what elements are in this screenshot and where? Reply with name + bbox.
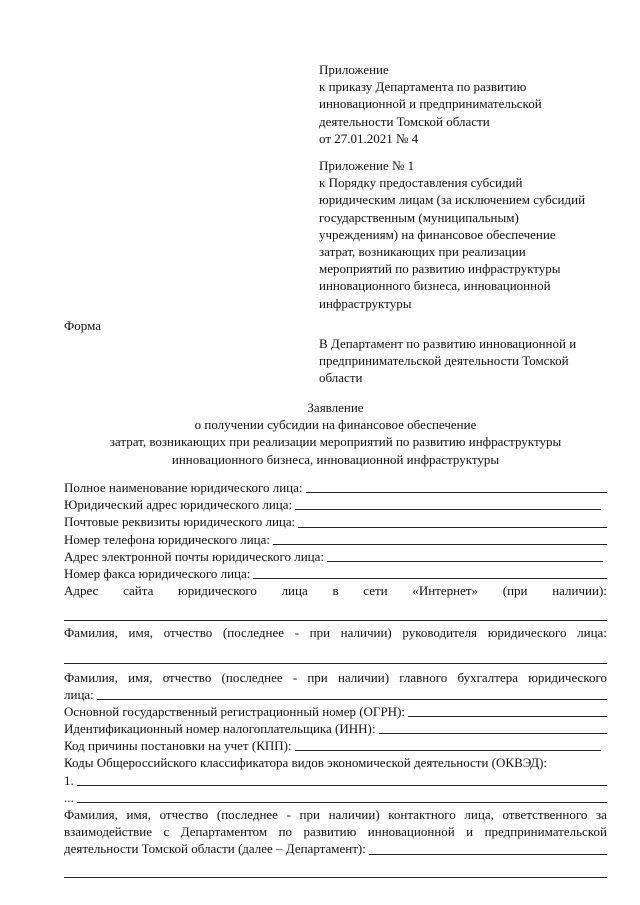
field-inn [64,720,607,737]
field-okved-more [64,789,607,806]
heading-title: Заявление [307,400,364,415]
kpp-blank[interactable] [295,738,601,751]
field-contact-label [64,806,607,823]
word: (последнее [222,625,284,641]
field-label: Полное наименование юридического лица: [64,480,303,495]
field-label: Основной государственный регистрационный номер (ОГРН): [64,703,406,719]
appendix1-line: инфраструктуры [319,295,412,311]
field-accountant-label [64,669,607,686]
word: сети [363,583,388,599]
field-contact-cont [64,840,607,857]
head-blank[interactable] [64,642,607,664]
postal-blank[interactable] [298,515,607,528]
appendix1-line: затрат, возникающих при реализации [319,244,526,260]
appendix-line: деятельности Томской области [319,113,490,129]
appendix-line: инновационной и предпринимательской [319,96,542,112]
word: наличии): [552,583,607,599]
field-postal [64,513,607,530]
addressee-line: В Департамент по развитию инновационной и [319,336,577,351]
appendix-line: к приказу Департамента по развитию [319,79,527,95]
field-label: Юридический адрес юридического лица: [64,497,293,513]
field-fax [64,565,607,582]
field-label: Почтовые реквизиты юридического лица: [64,514,296,530]
addressee-line: области [319,370,363,386]
appendix-order-block [319,61,542,147]
heading-line: о получении субсидии на финансовое обеспечение [194,417,477,433]
field-label: деятельности Томской области (далее – Департамент): [64,841,366,857]
field-okved-label: Коды Общероссийского классификатора видов экономической деятельности (ОКВЭД): [64,755,548,771]
word: сайта [123,583,154,599]
word: - [292,669,298,685]
email-blank[interactable] [327,549,603,562]
word: (последнее [216,807,278,822]
word: предпринимательской [484,824,607,840]
okved-more-blank[interactable] [77,790,607,803]
word: при [309,625,331,641]
appendix1-line: государственным (муниципальным) [319,209,519,225]
heading-line: затрат, возникающих при реализации мероприятий по развитию инфраструктуры [109,434,562,450]
word: имя, [126,807,151,822]
word: контактного [388,807,456,822]
appendix-line: от 27.01.2021 № 4 [319,130,419,146]
okved-item-number: 1. [64,772,74,788]
word: развитию [303,824,357,840]
field-label: Номер факса юридического лица: [64,565,251,581]
word: Департаментом [180,824,268,840]
form-label: Форма [64,318,101,333]
word: «Интернет» [412,583,479,599]
website-blank[interactable] [64,599,607,621]
appendix1-line: юридическим лицам (за исключением субсидий [319,192,586,208]
field-email [64,548,607,565]
word: наличии) [328,807,380,822]
word: лица, [464,807,494,822]
word: по [278,824,293,840]
appendix1-line: Приложение № 1 [319,158,415,173]
okved-more-marker: ... [64,789,74,805]
word: руководителя [402,625,478,641]
field-accountant-cont [64,686,607,703]
appendix1-line: к Порядку предоставления субсидий [319,175,523,191]
appendix1-line: мероприятий по развитию инфраструктуры [319,261,561,277]
word: юридического [528,669,607,685]
word: (последнее [221,669,283,685]
word: юридического [178,583,257,599]
contact-blank[interactable] [369,842,607,855]
word: с [163,824,170,840]
word: Фамилия, [64,807,118,822]
word: при [307,669,328,685]
word: и [466,824,474,840]
word: инновационной [367,824,455,840]
field-legal-address [64,496,607,513]
field-contact-label-2 [64,823,607,840]
field-ogrn [64,703,607,720]
inn-blank[interactable] [379,721,608,734]
appendix-procedure-block [319,157,585,312]
field-label: Номер телефона юридического лица: [64,531,270,547]
field-label: лица: [64,686,94,702]
word: - [286,807,291,822]
field-label: Идентификационный номер налогоплательщика (ИНН): [64,721,376,737]
addressee-line: предпринимательской деятельности Томской [319,353,569,369]
word: наличии) [340,625,392,641]
word: имя, [128,625,153,641]
field-label: Адрес электронной почты юридического лица: [64,548,324,564]
appendix-line: Приложение [319,62,389,77]
word: наличии) [337,669,390,685]
word: юридического [487,625,567,641]
application-fields [64,479,607,878]
field-phone [64,531,607,548]
field-head-label [64,624,607,641]
accountant-blank[interactable] [97,687,607,700]
word: отчество [163,625,213,641]
word: отчество [162,669,212,685]
word: главного [399,669,448,685]
addressee-block [319,335,576,387]
word: отчество [159,807,209,822]
field-website-label [64,582,607,599]
word: имя, [128,669,153,685]
ogrn-blank[interactable] [408,704,607,717]
contact-blank-2[interactable] [64,858,607,878]
heading-line: инновационного бизнеса, инновационной инфраструктуры [171,451,500,467]
fax-blank[interactable] [253,566,607,579]
appendix1-line: учреждениям) на финансовое обеспечение [319,226,556,242]
word: Адрес [64,583,99,599]
word: бухгалтера [457,669,518,685]
word: за [595,807,607,822]
field-okved-1 [64,772,607,789]
appendix1-line: инновационного бизнеса, инновационной [319,278,551,294]
field-label: Код причины постановки на учет (КПП): [64,738,292,754]
word: при [299,807,320,822]
word: ответственного [502,807,588,822]
phone-blank[interactable] [273,532,607,545]
document-heading [64,399,607,468]
word: - [294,625,299,641]
word: Фамилия, [64,669,118,685]
word: лица: [577,625,607,641]
word: лица [281,583,308,599]
legal-address-blank[interactable] [295,497,601,510]
field-kpp [64,737,607,754]
word: в [332,583,339,599]
field-full-name [64,479,607,496]
word: Фамилия, [64,625,118,641]
word: (при [502,583,528,599]
word: взаимодействие [64,824,153,840]
okved-1-blank[interactable] [77,773,607,786]
full-name-blank[interactable] [306,480,608,493]
